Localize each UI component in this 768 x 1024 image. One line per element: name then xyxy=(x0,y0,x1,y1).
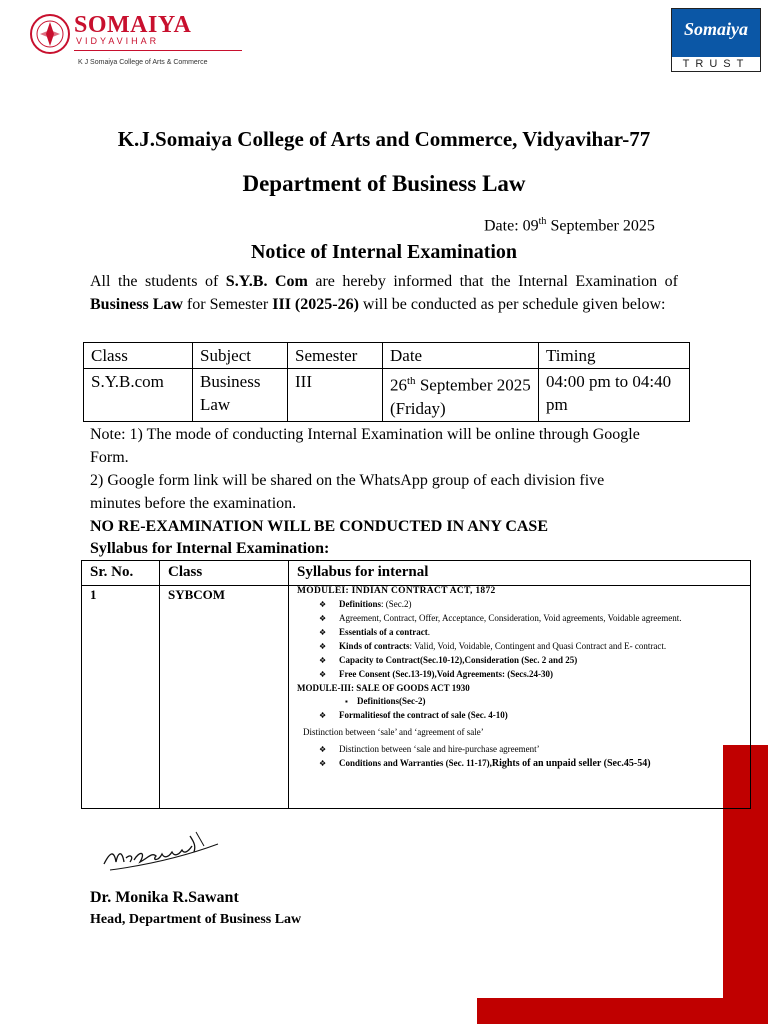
syllabus-sr-no: 1 xyxy=(82,586,160,809)
college-small-name: K J Somaiya College of Arts & Commerce xyxy=(78,59,208,66)
schedule-header-row xyxy=(84,343,690,369)
diamond-bullet-icon: ❖ xyxy=(319,670,327,679)
signatory-name: Dr. Monika R.Sawant xyxy=(90,889,239,906)
list-item: ❖ Definitions: (Sec.2) xyxy=(319,599,412,609)
schedule-header-cell: Class xyxy=(84,343,193,369)
diamond-bullet-icon: ❖ xyxy=(319,711,327,720)
no-reexam-warning: NO RE-EXAMINATION WILL BE CONDUCTED IN ANY CASE xyxy=(90,518,548,535)
somaiya-trust-logo xyxy=(671,8,761,72)
trust-label: TRUST xyxy=(682,58,750,70)
module-3-topics xyxy=(297,696,742,721)
schedule-date: 26th September 2025 (Friday) xyxy=(383,369,539,422)
syllabus-heading: Syllabus for Internal Examination: xyxy=(90,540,330,557)
list-item: ❖ Conditions and Warranties (Sec. 11-17),Rights of an unpaid seller (Sec.45-54) xyxy=(319,758,651,769)
intro-paragraph: All the students of S.Y.B. Com are hereby informed that the Internal Examination of Business Law for Semester III (2025-26) will be conducted as per schedule given below: xyxy=(90,273,678,313)
syllabus-header-row xyxy=(82,561,751,586)
schedule-table xyxy=(83,342,690,422)
schedule-row xyxy=(84,369,690,422)
notes-block xyxy=(90,423,650,515)
syllabus-row xyxy=(82,586,751,809)
somaiya-seal-icon xyxy=(28,12,72,60)
brand-subtitle: VIDYAVIHAR xyxy=(76,36,160,46)
list-item: ❖ Kinds of contracts: Valid, Void, Voidable, Contingent and Quasi Contract and E- contract. xyxy=(319,641,667,651)
notice-title: Notice of Internal Examination xyxy=(250,241,518,263)
schedule-semester: III xyxy=(288,369,383,422)
schedule-header-cell: Semester xyxy=(288,343,383,369)
syllabus-header-cell: Syllabus for internal xyxy=(289,561,751,586)
list-item: ❖ Capacity to Contract(Sec.10-12),Consideration (Sec. 2 and 25) xyxy=(319,655,578,665)
syllabus-content xyxy=(289,586,751,809)
module-1-title: MODULEI: INDIAN CONTRACT ACT, 1872 xyxy=(297,586,496,596)
note-1: Note: 1) The mode of conducting Internal Examination will be online through Google Form. xyxy=(90,426,640,466)
note-2: 2) Google form link will be shared on the WhatsApp group of each division five minutes before the examination. xyxy=(90,472,605,512)
somaiya-vidyavihar-logo xyxy=(28,12,228,64)
schedule-timing: 04:00 pm to 04:40 pm xyxy=(539,369,690,422)
signatory-title: Head, Department of Business Law xyxy=(90,912,302,927)
schedule-class: S.Y.B.com xyxy=(84,369,193,422)
diamond-bullet-icon: ❖ xyxy=(319,614,327,623)
college-title: K.J.Somaiya College of Arts and Commerce, Vidyavihar-77 xyxy=(117,127,651,151)
syllabus-class: SYBCOM xyxy=(160,586,289,809)
department-title: Department of Business Law xyxy=(242,171,526,196)
module-3-title: MODULE-III: SALE OF GOODS ACT 1930 xyxy=(297,683,470,693)
list-item: ❖ Agreement, Contract, Offer, Acceptance, Consideration, Void agreements, Voidable agreement. xyxy=(319,613,682,623)
square-bullet-icon: ▪ xyxy=(345,697,348,706)
handwritten-signature xyxy=(100,822,230,877)
notice-date: Date: 09th September 2025 xyxy=(484,216,655,235)
trust-script-text: Somaiya xyxy=(683,19,748,39)
list-item: ▪ Definitions(Sec-2) xyxy=(345,696,426,706)
schedule-subject: Business Law xyxy=(193,369,288,422)
diamond-bullet-icon: ❖ xyxy=(319,600,327,609)
brand-divider xyxy=(74,50,242,51)
schedule-header-cell: Timing xyxy=(539,343,690,369)
list-item: ❖ Free Consent (Sec.13-19),Void Agreements: (Secs.24-30) xyxy=(319,669,554,679)
module-3-topics-more xyxy=(297,744,742,769)
module-1-topics xyxy=(297,599,742,680)
list-item: ❖ Formalitiesof the contract of sale (Sec. 4-10) xyxy=(319,710,508,720)
diamond-bullet-icon: ❖ xyxy=(319,745,327,754)
list-item: ❖ Distinction between ‘sale and hire-purchase agreement’ xyxy=(319,744,540,754)
brand-name: SOMAIYA xyxy=(74,12,192,38)
syllabus-table xyxy=(81,560,751,809)
schedule-header-cell: Date xyxy=(383,343,539,369)
diamond-bullet-icon: ❖ xyxy=(319,642,327,651)
schedule-header-cell: Subject xyxy=(193,343,288,369)
syllabus-header-cell: Class xyxy=(160,561,289,586)
list-item: ❖ Essentials of a contract. xyxy=(319,627,430,637)
red-decorative-footer xyxy=(477,998,768,1024)
diamond-bullet-icon: ❖ xyxy=(319,759,327,768)
distinction-sale-agreement: Distinction between ‘sale’ and ‘agreement of sale’ xyxy=(303,727,484,737)
syllabus-header-cell: Sr. No. xyxy=(82,561,160,586)
diamond-bullet-icon: ❖ xyxy=(319,628,327,637)
diamond-bullet-icon: ❖ xyxy=(319,656,327,665)
